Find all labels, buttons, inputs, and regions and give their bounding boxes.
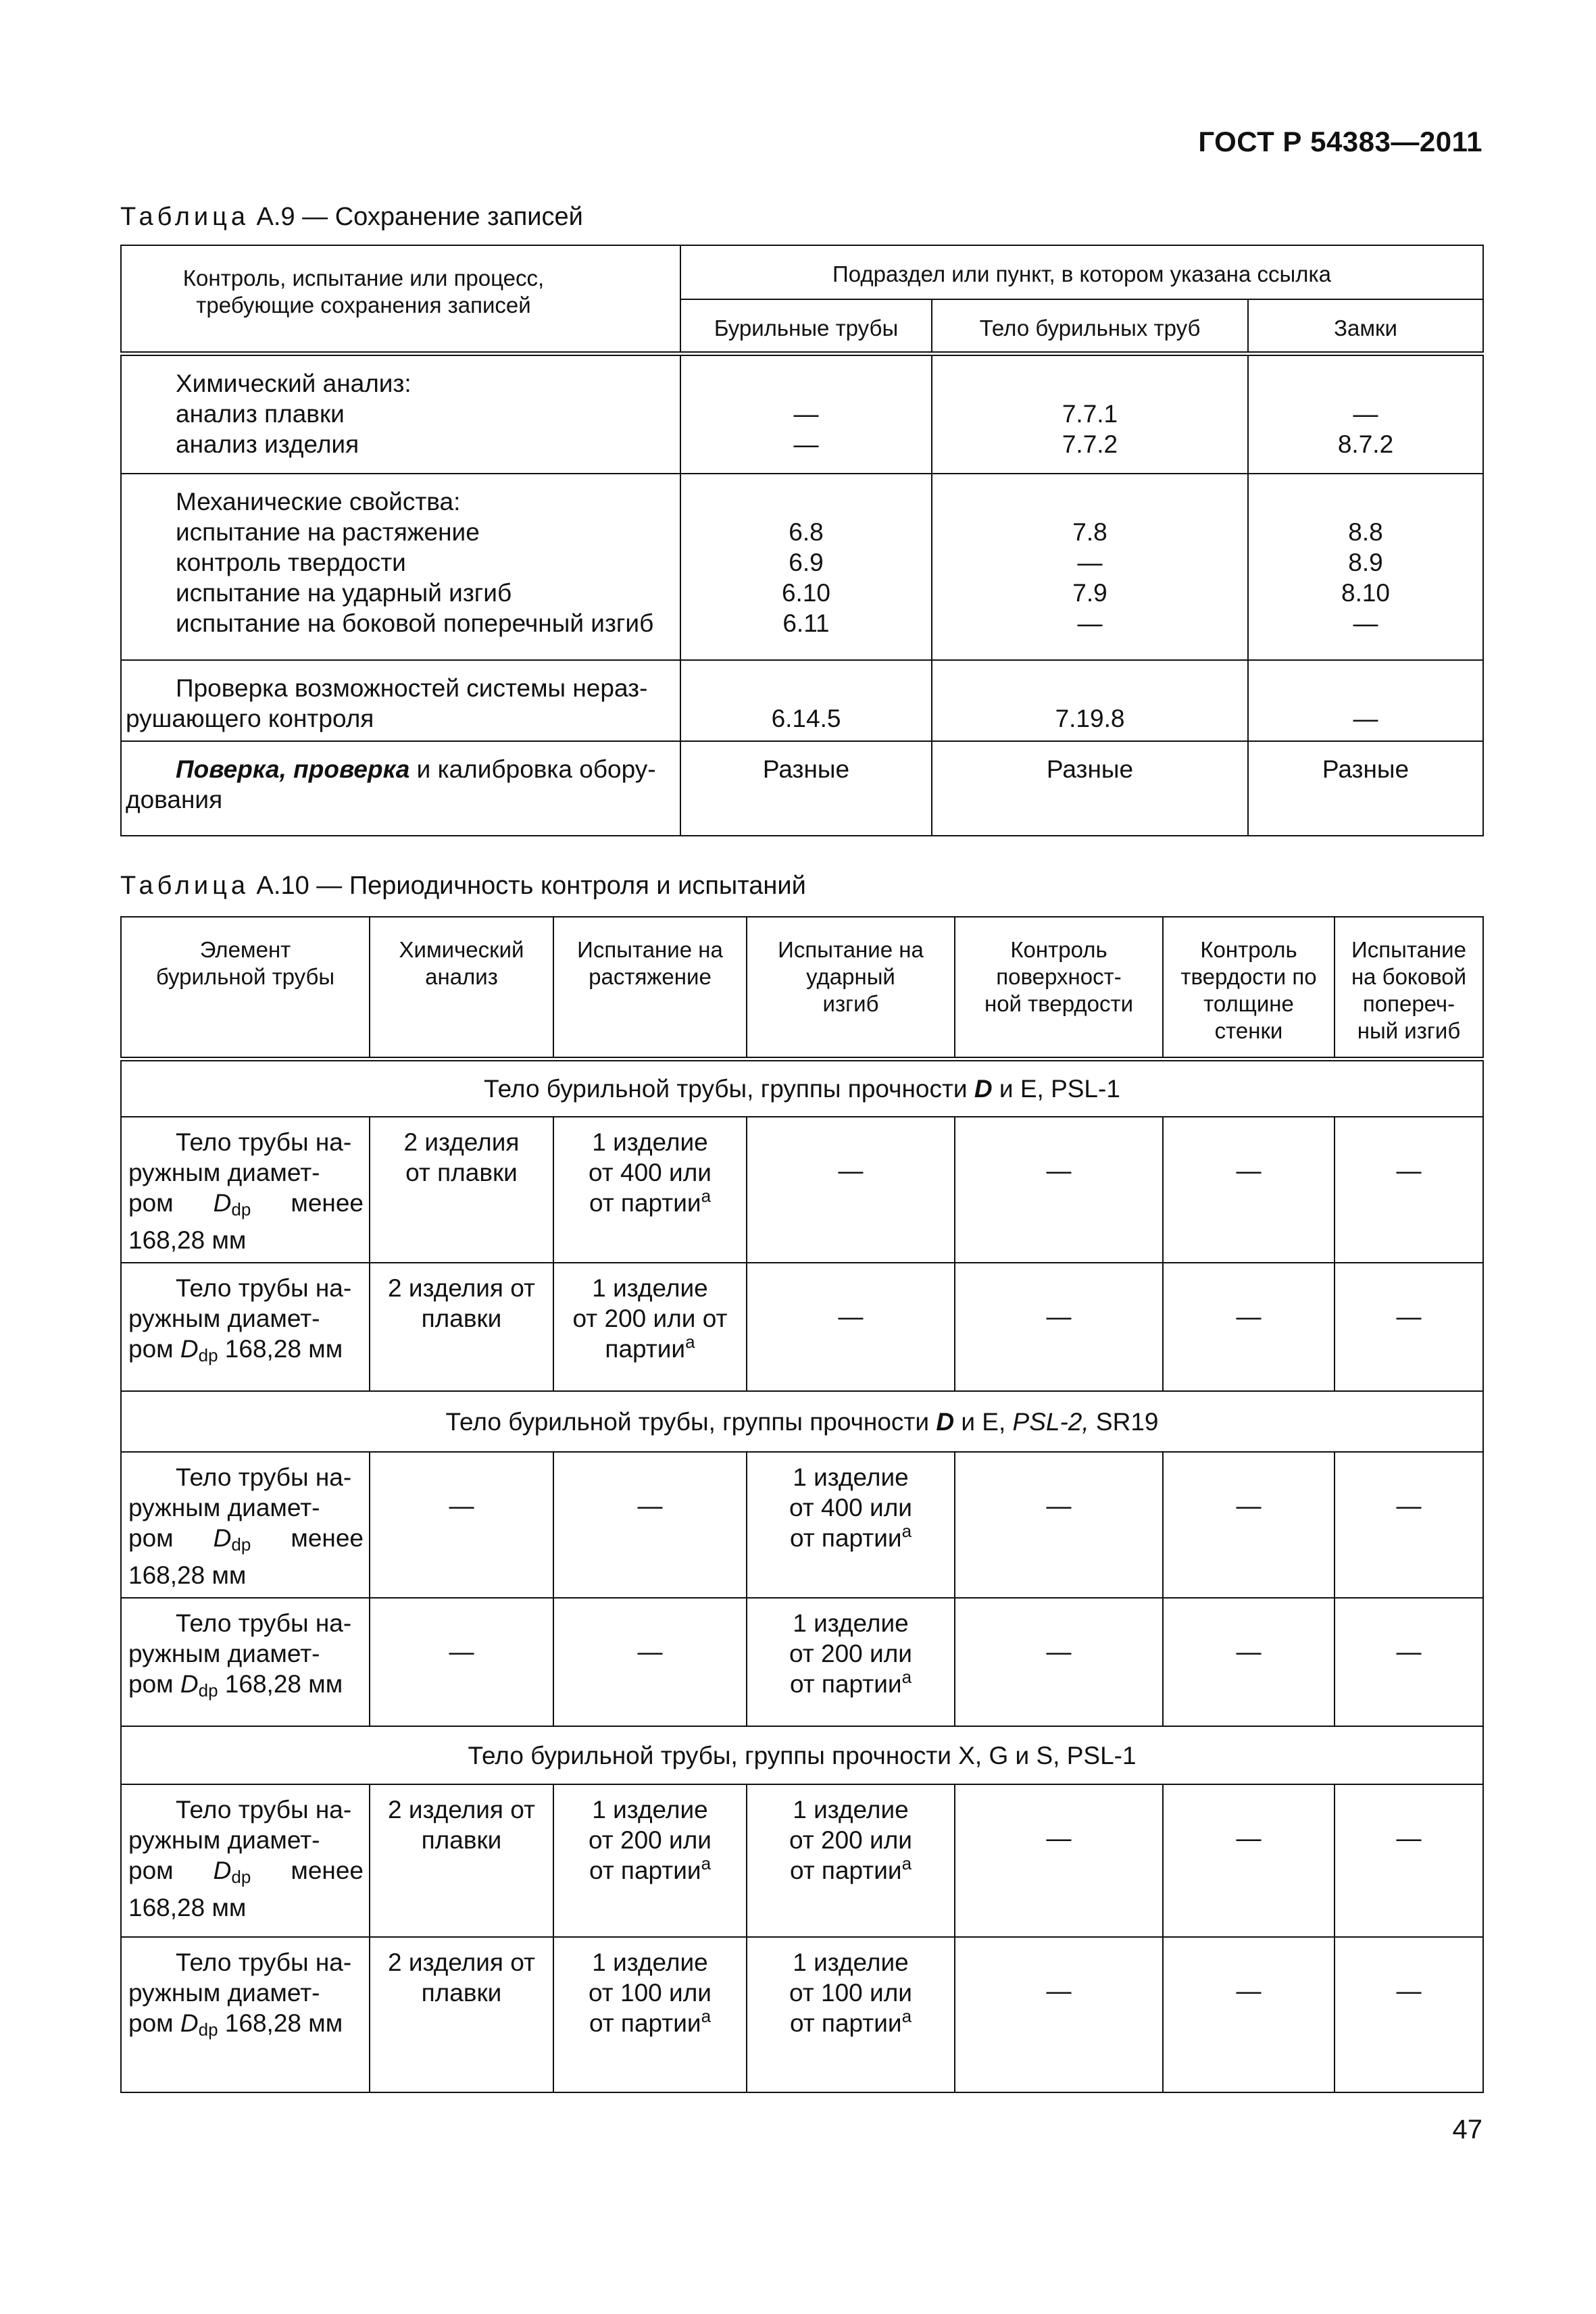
a9-ndt-joints: — — [1248, 660, 1483, 741]
caption-prefix: Таблица — [120, 872, 249, 900]
element-cell: Тело трубы на- ружным диамет- ром $D_{dp}$ 168,28 мм — [121, 1263, 370, 1391]
caption-title: А.9 — Сохранение записей — [249, 203, 583, 231]
chem-cell: — — [370, 1598, 553, 1726]
a9-row-mech-label: Механические свойства: испытание на растяжение контроль твердости испытание на ударный изгиб испытание на боковой поперечный изгиб — [121, 474, 680, 660]
table-row — [121, 474, 1483, 660]
table-row — [121, 741, 1483, 836]
a9-head-span: Подраздел или пункт, в котором указана ссылка — [680, 245, 1483, 299]
table-row — [121, 1263, 1483, 1391]
side-cell: — — [1335, 1598, 1483, 1726]
a9-ndt-body: 7.19.8 — [932, 660, 1248, 741]
tens-cell: 1 изделие от 100 или от партии$^a$ — [553, 1937, 747, 2092]
chem-cell: 2 изделия от плавки — [370, 1937, 553, 2092]
table-a9-caption — [120, 203, 583, 232]
impact-cell: 1 изделие от 100 или от партии$^a$ — [747, 1937, 955, 2092]
a9-row-chem-label: Химический анализ: анализ плавки анализ изделия — [121, 353, 680, 474]
a9-chem-joints: — 8.7.2 — [1248, 353, 1483, 474]
a10-head-surface-hardness: Контроль поверхност- ной твердости — [955, 917, 1163, 1059]
group-title: Тело бурильной трубы, группы прочности D и E, PSL-1 — [121, 1059, 1483, 1117]
element-cell: Тело трубы на- ружным диамет- ром $D_{dp}$ 168,28 мм — [121, 1598, 370, 1726]
surf-cell: — — [955, 1117, 1163, 1263]
table-group-row — [121, 1059, 1483, 1117]
a9-calib-body: Разные — [932, 741, 1248, 836]
wall-cell: — — [1163, 1117, 1335, 1263]
a9-row-calib-label: Поверка, проверка и калибровка обору- дования — [121, 741, 680, 836]
a10-head-tension: Испытание на растяжение — [553, 917, 747, 1059]
surf-cell: — — [955, 1452, 1163, 1598]
a10-header-row — [121, 917, 1483, 1059]
a9-head-col3: Тело бурильных труб — [932, 299, 1248, 353]
wall-cell: — — [1163, 1263, 1335, 1391]
a10-head-wall-hardness: Контроль твердости по толщине стенки — [1163, 917, 1335, 1059]
surf-cell: — — [955, 1598, 1163, 1726]
a9-calib-pipes: Разные — [680, 741, 932, 836]
wall-cell: — — [1163, 1598, 1335, 1726]
table-group-row — [121, 1391, 1483, 1452]
impact-cell: — — [747, 1263, 955, 1391]
a9-mech-joints: 8.8 8.9 8.10 — — [1248, 474, 1483, 660]
table-row — [121, 1937, 1483, 2092]
tens-cell: 1 изделие от 200 или от партии$^a$ — [553, 1263, 747, 1391]
impact-cell: 1 изделие от 200 или от партии$^a$ — [747, 1598, 955, 1726]
surf-cell: — — [955, 1784, 1163, 1937]
caption-title: А.10 — Периодичность контроля и испытаний — [249, 872, 806, 900]
a9-mech-body: 7.8 — 7.9 — — [932, 474, 1248, 660]
tens-cell: 1 изделие от 400 или от партии$^a$ — [553, 1117, 747, 1263]
surf-cell: — — [955, 1263, 1163, 1391]
impact-cell: — — [747, 1117, 955, 1263]
group-title: Тело бурильной трубы, группы прочности D и E, PSL-2, SR19 — [121, 1391, 1483, 1452]
chem-cell: 2 изделия от плавки — [370, 1117, 553, 1263]
a10-head-impact: Испытание на ударный изгиб — [747, 917, 955, 1059]
a10-head-element: Элемент бурильной трубы — [121, 917, 370, 1059]
a9-mech-pipes: 6.8 6.9 6.10 6.11 — [680, 474, 932, 660]
chem-cell: — — [370, 1452, 553, 1598]
element-cell: Тело трубы на- ружным диамет- ром $D_{dp}$ менее 168,28 мм — [121, 1452, 370, 1598]
element-cell: Тело трубы на- ружным диамет- ром $D_{dp}$ 168,28 мм — [121, 1937, 370, 2092]
table-row — [121, 1784, 1483, 1937]
table-row — [121, 1598, 1483, 1726]
group-title: Тело бурильной трубы, группы прочности X, G и S, PSL-1 — [121, 1726, 1483, 1784]
wall-cell: — — [1163, 1452, 1335, 1598]
table-a10-caption — [120, 872, 806, 901]
a9-calib-joints: Разные — [1248, 741, 1483, 836]
surf-cell: — — [955, 1937, 1163, 2092]
a9-chem-body: 7.7.1 7.7.2 — [932, 353, 1248, 474]
table-row — [121, 353, 1483, 474]
table-a10 — [120, 916, 1484, 2093]
impact-cell: 1 изделие от 400 или от партии$^a$ — [747, 1452, 955, 1598]
caption-prefix: Таблица — [120, 203, 249, 231]
table-row — [121, 1117, 1483, 1263]
a9-chem-pipes: — — — [680, 353, 932, 474]
a9-head-col2: Бурильные трубы — [680, 299, 932, 353]
a10-head-side-bend: Испытание на боковой попереч- ный изгиб — [1335, 917, 1483, 1059]
a9-head-col4: Замки — [1248, 299, 1483, 353]
side-cell: — — [1335, 1117, 1483, 1263]
table-a9 — [120, 245, 1484, 836]
wall-cell: — — [1163, 1937, 1335, 2092]
tens-cell: — — [553, 1452, 747, 1598]
table-row — [121, 660, 1483, 741]
impact-cell: 1 изделие от 200 или от партии$^a$ — [747, 1784, 955, 1937]
table-row — [121, 1452, 1483, 1598]
tens-cell: 1 изделие от 200 или от партии$^a$ — [553, 1784, 747, 1937]
a10-head-chem: Химический анализ — [370, 917, 553, 1059]
wall-cell: — — [1163, 1784, 1335, 1937]
element-cell: Тело трубы на- ружным диамет- ром $D_{dp}$ менее 168,28 мм — [121, 1784, 370, 1937]
document-code: ГОСТ Р 54383—2011 — [1198, 126, 1482, 157]
side-cell: — — [1335, 1784, 1483, 1937]
a9-head-col1: Контроль, испытание или процесс, требующие сохранения записей — [121, 245, 680, 353]
element-cell: Тело трубы на- ружным диамет- ром $D_{dp}$ менее 168,28 мм — [121, 1117, 370, 1263]
a9-ndt-pipes: 6.14.5 — [680, 660, 932, 741]
table-group-row — [121, 1726, 1483, 1784]
page-number: 47 — [1452, 2115, 1482, 2144]
side-cell: — — [1335, 1452, 1483, 1598]
chem-cell: 2 изделия от плавки — [370, 1784, 553, 1937]
tens-cell: — — [553, 1598, 747, 1726]
side-cell: — — [1335, 1263, 1483, 1391]
chem-cell: 2 изделия от плавки — [370, 1263, 553, 1391]
a9-row-ndt-label: Проверка возможностей системы нераз- рушающего контроля — [121, 660, 680, 741]
side-cell: — — [1335, 1937, 1483, 2092]
